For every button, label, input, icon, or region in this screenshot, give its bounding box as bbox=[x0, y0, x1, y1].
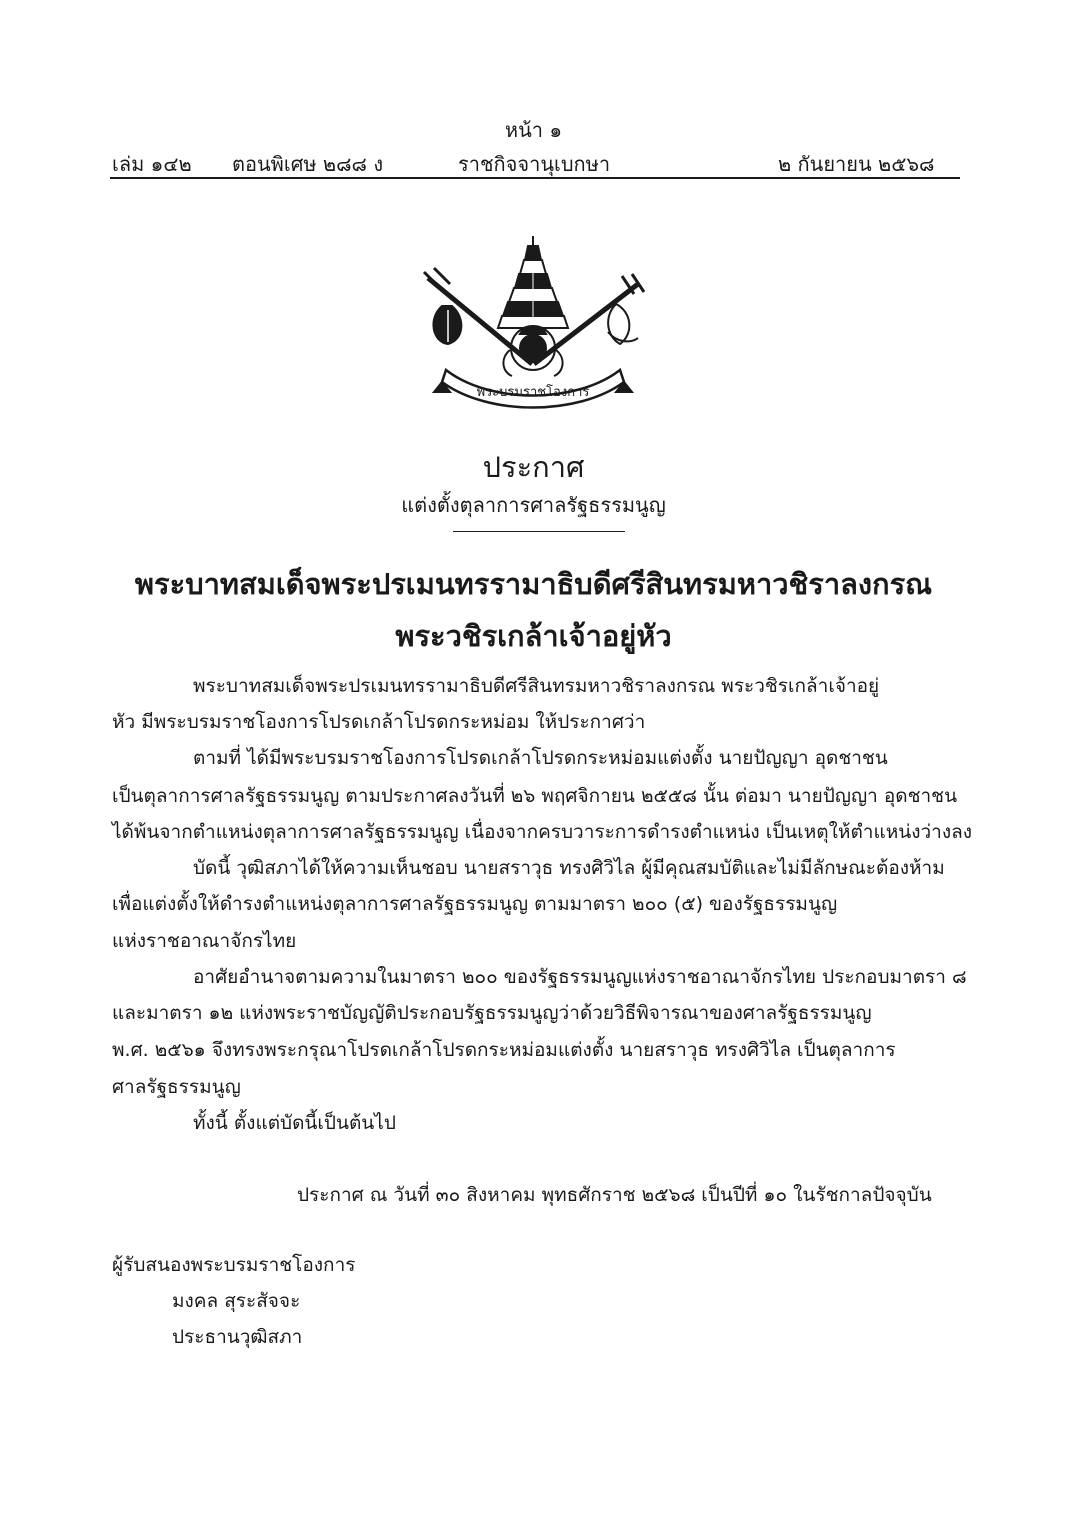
publication-date: ๒ กันยายน ๒๕๖๘ bbox=[778, 152, 935, 176]
body-line: ศาลรัฐธรรมนูญ bbox=[112, 1076, 241, 1098]
header-divider bbox=[110, 177, 960, 179]
title-divider bbox=[453, 531, 625, 532]
body-line: เป็นตุลาการศาลรัฐธรรมนูญ ตามประกาศลงวันที่ ๒๖ พฤศจิกายน ๒๕๕๘ นั้น ต่อมา นายปัญญา อุดชาชน bbox=[112, 785, 958, 807]
body-line: เพื่อแต่งตั้งให้ดำรงตำแหน่งตุลาการศาลรัฐธรรมนูญ ตามมาตรา ๒๐๐ (๕) ของรัฐธรรมนูญ bbox=[112, 893, 838, 915]
volume-number: เล่ม ๑๔๒ bbox=[112, 152, 192, 176]
announcement-date: ประกาศ ณ วันที่ ๓๐ สิงหาคม พุทธศักราช ๒๕๖๘ เป็นปีที่ ๑๐ ในรัชกาลปัจจุบัน bbox=[297, 1184, 932, 1206]
body-line: ทั้งนี้ ตั้งแต่บัดนี้เป็นต้นไป bbox=[193, 1112, 396, 1134]
king-name-line-2: พระวชิรเกล้าเจ้าอยู่หัว bbox=[395, 619, 672, 653]
document-subject: แต่งตั้งตุลาการศาลรัฐธรรมนูญ bbox=[401, 493, 666, 517]
body-line: หัว มีพระบรมราชโองการโปรดเกล้าโปรดกระหม่อม ให้ประกาศว่า bbox=[112, 711, 646, 733]
body-line: อาศัยอำนาจตามความในมาตรา ๒๐๐ ของรัฐธรรมนูญแห่งราชอาณาจักรไทย ประกอบมาตรา ๘ bbox=[193, 966, 967, 988]
document-type: ประกาศ bbox=[482, 450, 585, 484]
king-name-line-1: พระบาทสมเด็จพระปรเมนทรรามาธิบดีศรีสินทรมหาวชิราลงกรณ bbox=[134, 567, 933, 601]
body-line: พระบาทสมเด็จพระปรเมนทรรามาธิบดีศรีสินทรมหาวชิราลงกรณ พระวชิรเกล้าเจ้าอยู่ bbox=[193, 675, 880, 697]
royal-garuda-seal-icon bbox=[420, 232, 646, 412]
seal-inscription: พระบรมราชโองการ bbox=[476, 385, 590, 400]
body-line: พ.ศ. ๒๕๖๑ จึงทรงพระกรุณาโปรดเกล้าโปรดกระหม่อมแต่งตั้ง นายสราวุธ ทรงศิวิไล เป็นตุลาการ bbox=[112, 1039, 896, 1061]
body-line: และมาตรา ๑๒ แห่งพระราชบัญญัติประกอบรัฐธรรมนูญว่าด้วยวิธีพิจารณาของศาลรัฐธรรมนูญ bbox=[112, 1002, 872, 1024]
publication-name: ราชกิจจานุเบกษา bbox=[458, 152, 611, 176]
body-line: ได้พ้นจากตำแหน่งตุลาการศาลรัฐธรรมนูญ เนื่องจากครบวาระการดำรงตำแหน่ง เป็นเหตุให้ตำแหน่งว่างลง bbox=[112, 821, 973, 843]
body-line: บัดนี้ วุฒิสภาได้ให้ความเห็นชอบ นายสราวุธ ทรงศิวิไล ผู้มีคุณสมบัติและไม่มีลักษณะต้องห้าม bbox=[193, 857, 945, 879]
body-line: ตามที่ ได้มีพระบรมราชโองการโปรดเกล้าโปรดกระหม่อมแต่งตั้ง นายปัญญา อุดชาชน bbox=[193, 747, 888, 769]
page-number: หน้า ๑ bbox=[504, 118, 563, 142]
body-line: แห่งราชอาณาจักรไทย bbox=[112, 930, 297, 952]
signatory-position: ประธานวุฒิสภา bbox=[172, 1326, 303, 1348]
countersign-label: ผู้รับสนองพระบรมราชโองการ bbox=[112, 1254, 356, 1276]
issue-number: ตอนพิเศษ ๒๘๘ ง bbox=[232, 152, 384, 176]
signatory-name: มงคล สุระสัจจะ bbox=[172, 1290, 301, 1312]
